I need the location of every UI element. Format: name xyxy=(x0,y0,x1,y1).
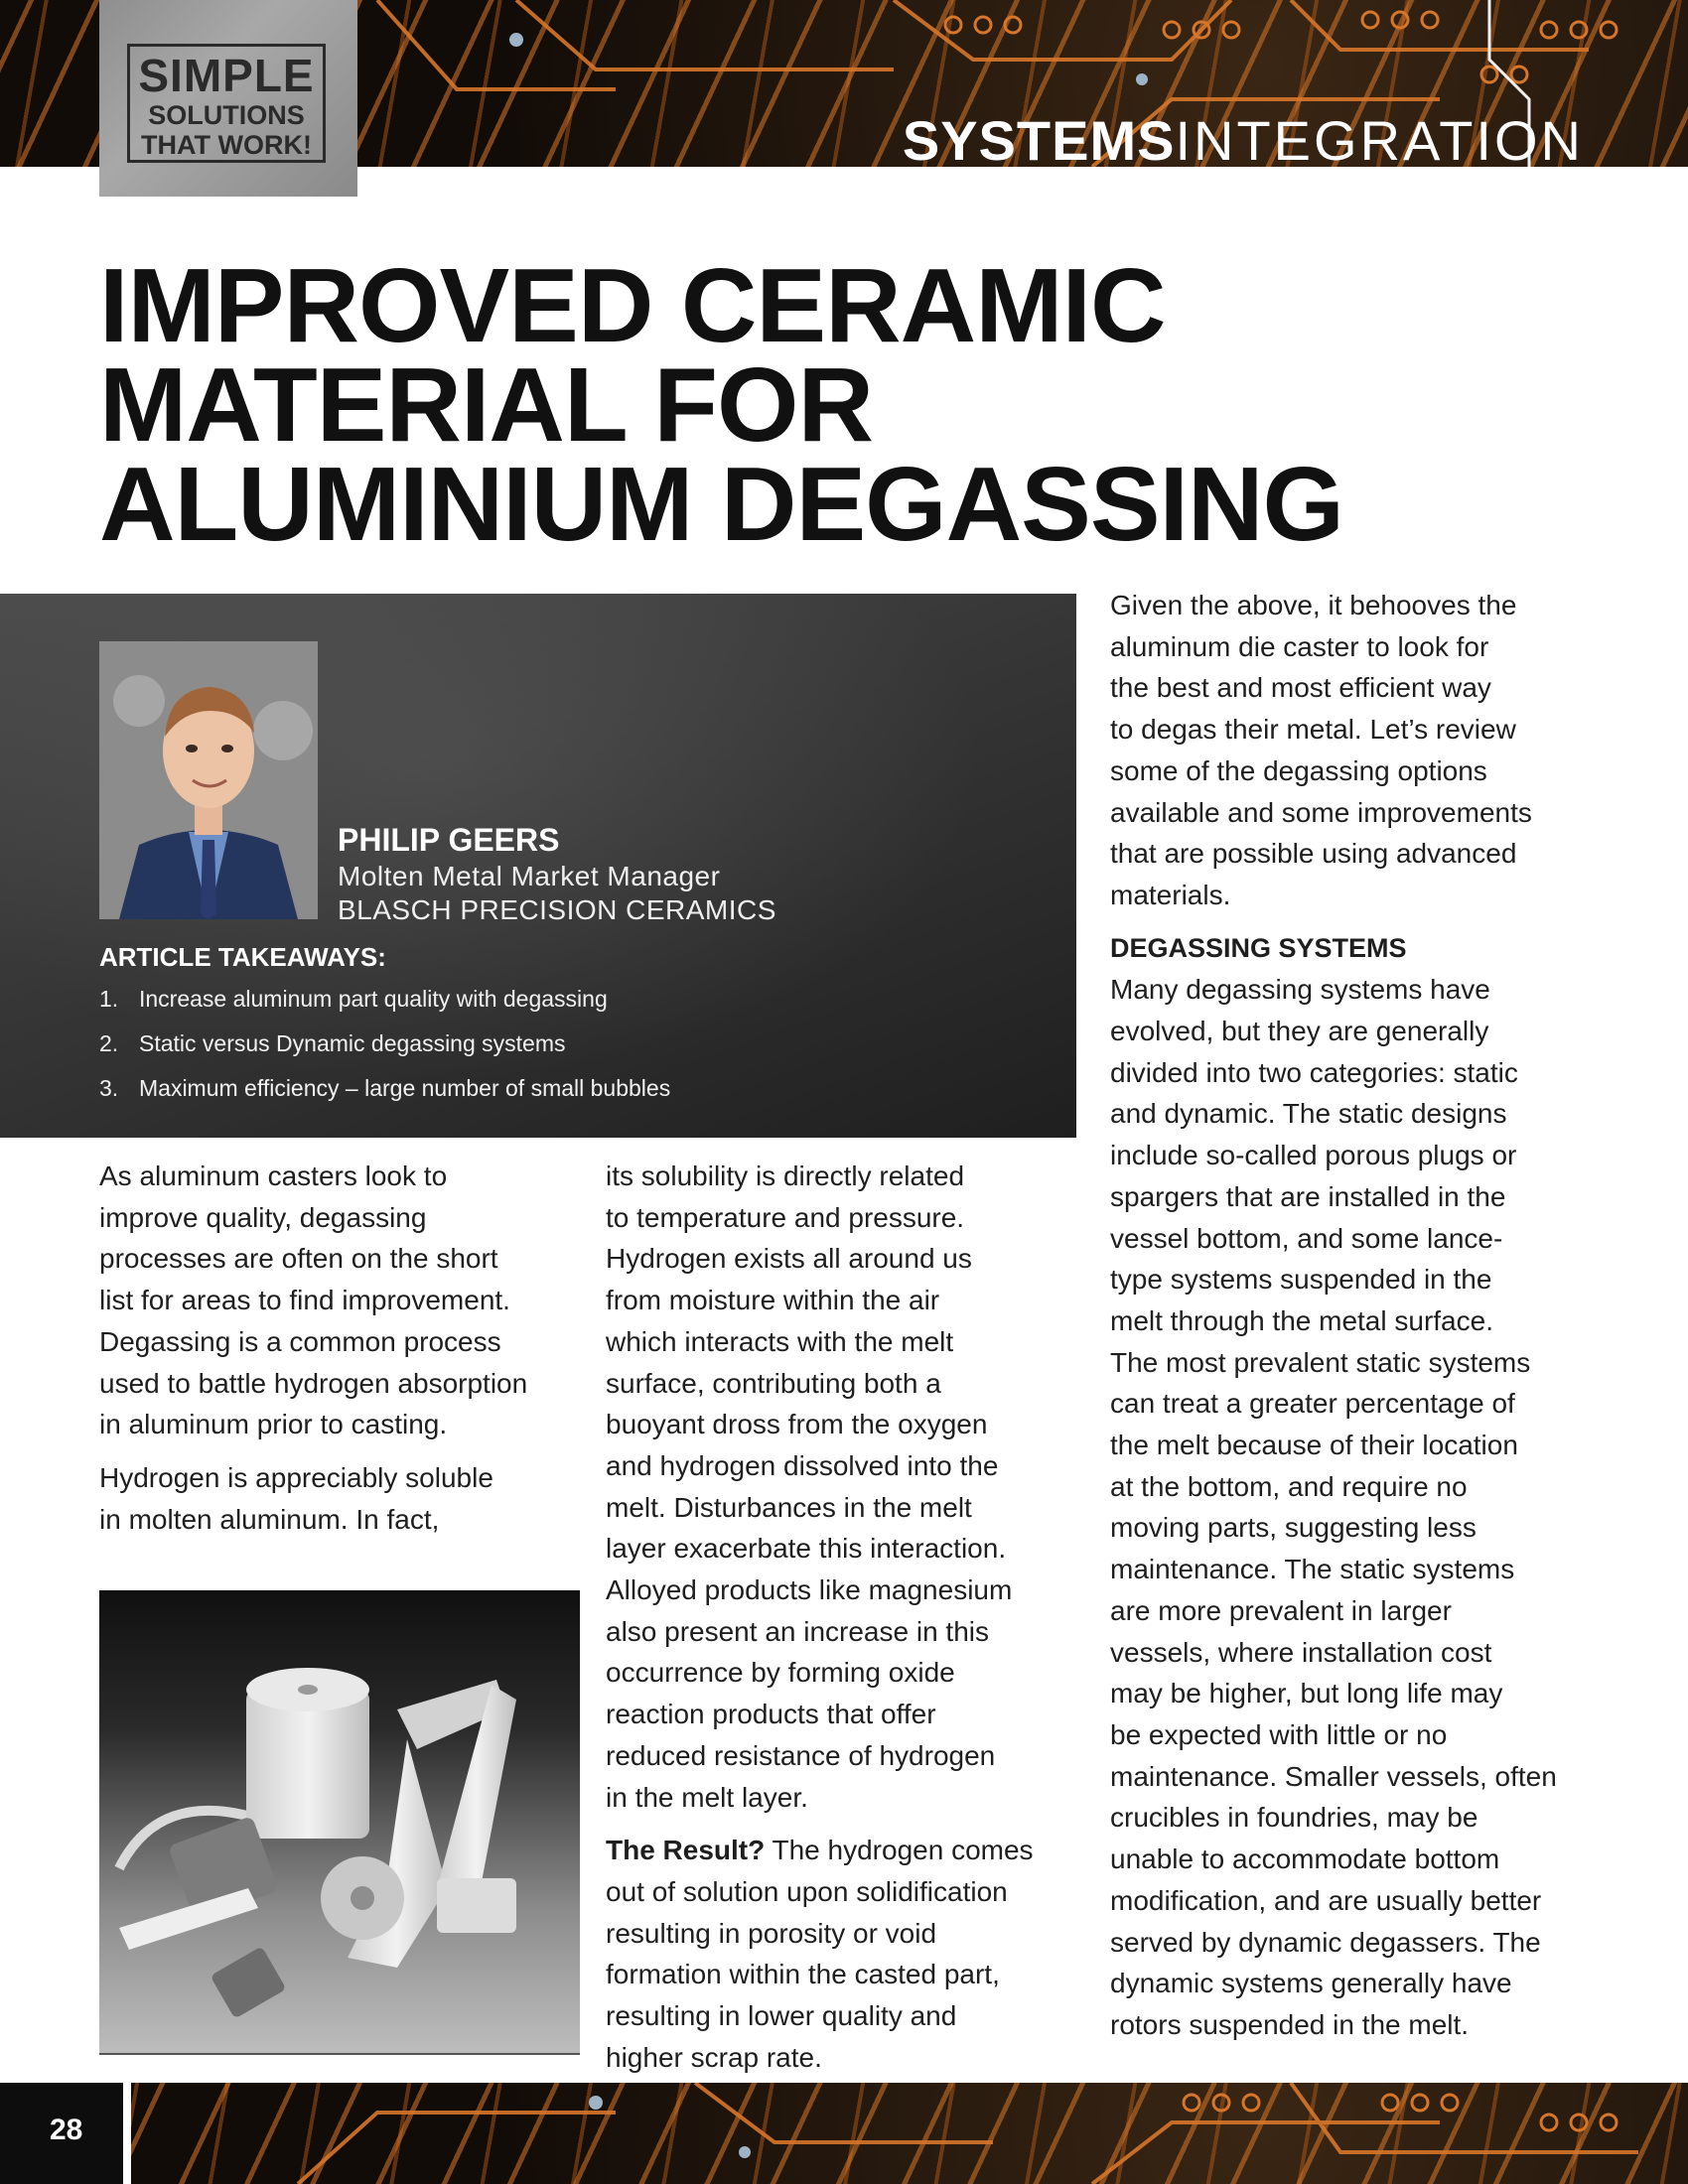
degassing-systems-subhead: DEGASSING SYSTEMS xyxy=(1110,932,1407,963)
body-column-3 xyxy=(1110,585,1607,2046)
text-line: Hydrogen is appreciably soluble xyxy=(99,1461,493,1493)
takeaway-text: Maximum efficiency – large number of small bubbles xyxy=(139,1075,671,1101)
takeaway-number: 3. xyxy=(99,1075,119,1101)
text-line: in molten aluminum. In fact, xyxy=(99,1503,440,1535)
takeaway-text: Increase aluminum part quality with degassing xyxy=(139,986,608,1012)
text-line: are more prevalent in larger xyxy=(1110,1594,1452,1626)
text-line: vessels, where installation cost xyxy=(1110,1636,1492,1668)
circuit-pattern xyxy=(0,2083,1688,2184)
author-photo xyxy=(99,641,318,919)
takeaway-item xyxy=(99,1029,670,1074)
text-line: resulting in lower quality and xyxy=(606,2000,957,2032)
footer-banner xyxy=(0,2083,1688,2184)
text-line: maintenance. Smaller vessels, often xyxy=(1110,1760,1557,1792)
page-number: 28 xyxy=(50,2114,83,2146)
simple-solutions-logo xyxy=(99,0,357,197)
degassing-systems-paragraph xyxy=(1110,969,1607,2045)
text-line: surface, contributing both a xyxy=(606,1367,941,1399)
text-line: list for areas to find improvement. xyxy=(99,1285,510,1316)
author-name: PHILIP GEERS xyxy=(338,822,560,858)
section-label-thin: INTEGRATION xyxy=(1175,109,1584,172)
text-line: As aluminum casters look to xyxy=(99,1160,448,1191)
title-line: IMPROVED CERAMIC xyxy=(99,247,1166,364)
text-line: melt through the metal surface. xyxy=(1110,1304,1493,1336)
takeaway-item xyxy=(99,1074,670,1119)
text-line: can treat a greater percentage of xyxy=(1110,1388,1515,1420)
text-line: served by dynamic degassers. The xyxy=(1110,1926,1541,1958)
text-line: out of solution upon solidification xyxy=(606,1875,1008,1907)
text-line: its solubility is directly related xyxy=(606,1160,965,1191)
text-line: aluminum die caster to look for xyxy=(1110,630,1489,662)
text-line: reduced resistance of hydrogen xyxy=(606,1739,996,1771)
text-line: spargers that are installed in the xyxy=(1110,1180,1506,1212)
article-title xyxy=(99,247,1589,563)
text-line: Many degassing systems have xyxy=(1110,974,1490,1006)
text-line: Given the above, it behooves the xyxy=(1110,590,1517,620)
text-line: some of the degassing options xyxy=(1110,754,1487,786)
page-number-divider xyxy=(123,2083,131,2184)
result-lead: The Result? xyxy=(606,1835,766,1866)
author-role: Molten Metal Market Manager xyxy=(338,861,721,891)
text-line: in the melt layer. xyxy=(606,1781,808,1813)
text-line: higher scrap rate. xyxy=(606,2041,822,2073)
text-line: and hydrogen dissolved into the xyxy=(606,1449,999,1481)
text-line: may be higher, but long life may xyxy=(1110,1678,1503,1709)
body-column-2 xyxy=(606,1156,1072,2078)
text-line: divided into two categories: static xyxy=(1110,1056,1518,1088)
title-line: MATERIAL FOR xyxy=(99,346,874,464)
text-line: and dynamic. The static designs xyxy=(1110,1098,1507,1130)
text-line: that are possible using advanced xyxy=(1110,838,1517,870)
takeaway-number: 1. xyxy=(99,986,119,1012)
text-line: resulting in porosity or void xyxy=(606,1917,937,1949)
text-line: rotors suspended in the melt. xyxy=(1110,2008,1470,2040)
text-line: melt. Disturbances in the melt xyxy=(606,1491,972,1523)
section-label xyxy=(903,111,1584,171)
review-paragraph xyxy=(1110,585,1607,916)
text-line: crucibles in foundries, may be xyxy=(1110,1802,1478,1834)
text-line: available and some improvements xyxy=(1110,796,1532,828)
author-organization: BLASCH PRECISION CERAMICS xyxy=(338,894,776,925)
text-line: from moisture within the air xyxy=(606,1285,940,1316)
intro-paragraph xyxy=(99,1156,596,1445)
text-line: Degassing is a common process xyxy=(99,1325,501,1357)
text-line: materials. xyxy=(1110,879,1231,910)
text-line: layer exacerbate this interaction. xyxy=(606,1533,1007,1565)
text-line: occurrence by forming oxide xyxy=(606,1657,955,1689)
result-paragraph xyxy=(606,1830,1072,2078)
text-line: maintenance. The static systems xyxy=(1110,1554,1515,1585)
text-line: which interacts with the melt xyxy=(606,1325,954,1357)
result-first-line xyxy=(606,1835,1034,1865)
text-line: moving parts, suggesting less xyxy=(1110,1512,1477,1544)
text-line: the best and most efficient way xyxy=(1110,672,1491,704)
text-line: The most prevalent static systems xyxy=(1110,1346,1531,1378)
text-line: improve quality, degassing xyxy=(99,1201,427,1233)
text-line: dynamic systems generally have xyxy=(1110,1968,1512,1999)
takeaways-list xyxy=(99,985,670,1119)
text-line: used to battle hydrogen absorption xyxy=(99,1367,528,1399)
text-line: buoyant dross from the oxygen xyxy=(606,1409,988,1440)
takeaways-heading: ARTICLE TAKEAWAYS: xyxy=(99,942,386,972)
body-column-1 xyxy=(99,1156,596,1540)
logo-line-3: THAT WORK! xyxy=(141,130,312,160)
text-line: Alloyed products like magnesium xyxy=(606,1574,1013,1606)
takeaway-number: 2. xyxy=(99,1030,119,1056)
logo-line-2: SOLUTIONS xyxy=(148,100,305,130)
ceramic-products-photo xyxy=(99,1590,580,2055)
takeaway-text: Static versus Dynamic degassing systems xyxy=(139,1030,566,1056)
text-line: to degas their metal. Let’s review xyxy=(1110,714,1516,746)
text-line: Hydrogen exists all around us xyxy=(606,1243,972,1275)
text-line: to temperature and pressure. xyxy=(606,1201,965,1233)
text-line: processes are often on the short xyxy=(99,1243,498,1275)
result-first-text: The hydrogen comes xyxy=(765,1835,1034,1866)
text-line: include so-called porous plugs or xyxy=(1110,1140,1517,1171)
text-line: evolved, but they are generally xyxy=(1110,1016,1489,1047)
text-line: at the bottom, and require no xyxy=(1110,1470,1468,1502)
hydrogen-paragraph xyxy=(99,1457,596,1540)
text-line: in aluminum prior to casting. xyxy=(99,1409,448,1440)
takeaway-item xyxy=(99,985,670,1029)
logo-line-1: SIMPLE xyxy=(138,50,315,101)
text-line: reaction products that offer xyxy=(606,1699,936,1730)
text-line: type systems suspended in the xyxy=(1110,1264,1492,1296)
section-label-bold: SYSTEMS xyxy=(902,109,1176,172)
text-line: the melt because of their location xyxy=(1110,1430,1518,1461)
text-line: also present an increase in this xyxy=(606,1615,989,1647)
text-line: formation within the casted part, xyxy=(606,1959,1000,1990)
text-line: modification, and are usually better xyxy=(1110,1884,1542,1916)
solubility-paragraph xyxy=(606,1156,1072,1818)
text-line: unable to accommodate bottom xyxy=(1110,1843,1500,1875)
text-line: be expected with little or no xyxy=(1110,1718,1448,1750)
title-line: ALUMINIUM DEGASSING xyxy=(99,446,1343,563)
result-continued xyxy=(606,1876,1008,2073)
text-line: vessel bottom, and some lance- xyxy=(1110,1222,1503,1254)
author-panel xyxy=(0,594,1076,1138)
